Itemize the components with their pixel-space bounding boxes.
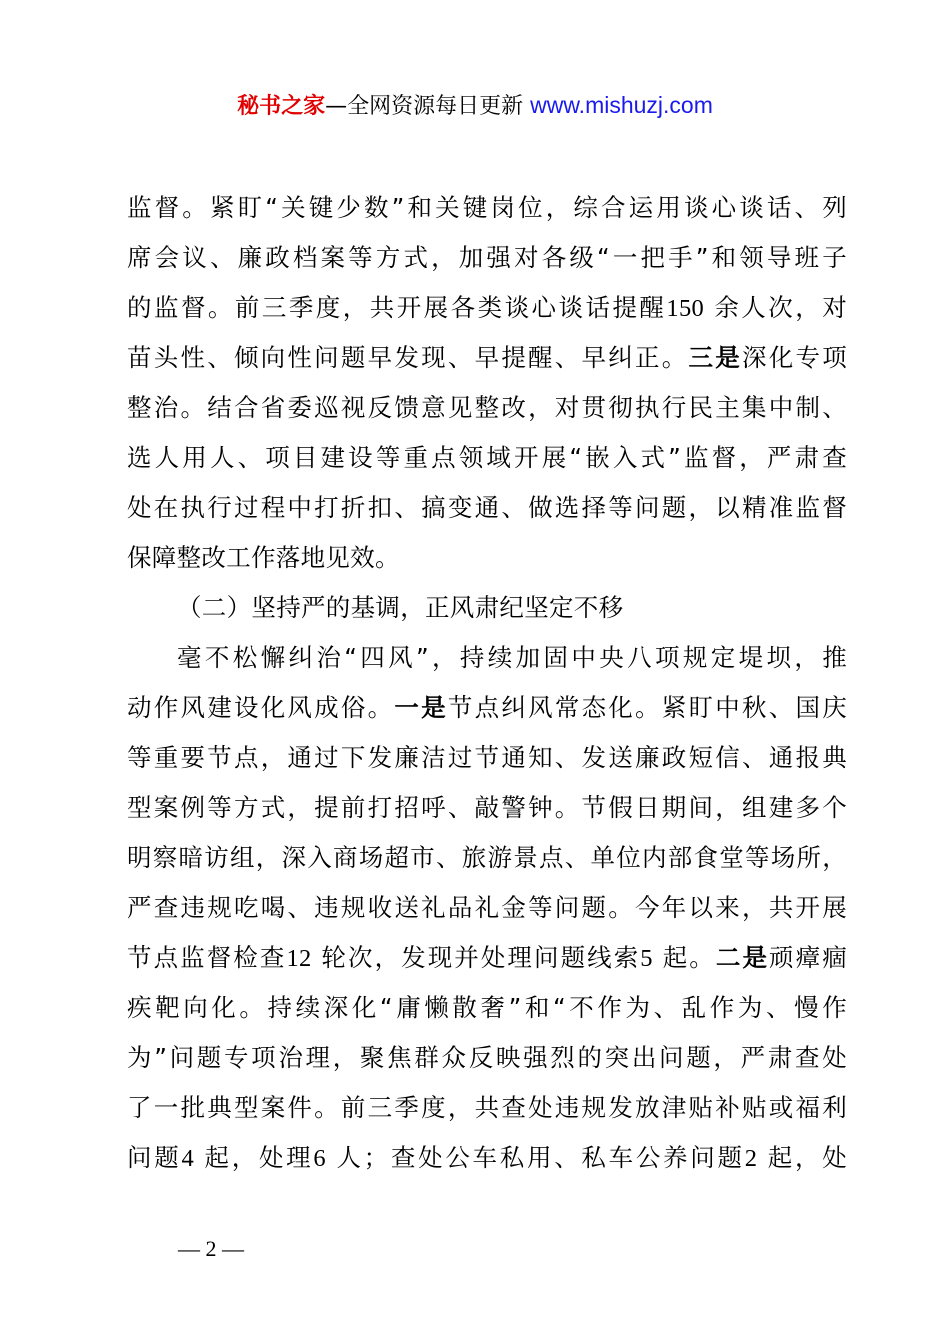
paragraph-1-line-6: 选人用人、项目建设等重点领域开展“嵌入式”监督，严肃查 — [127, 443, 847, 472]
paragraph-2-line-4: 型案例等方式，提前打招呼、敲警钟。节假日期间，组建多个 — [127, 793, 847, 822]
number-run: 2 — [744, 1145, 758, 1172]
number-run: 12 — [286, 945, 312, 972]
number-run: 150 — [666, 295, 705, 322]
section-heading-2: （二）坚持严的基调，正风肃纪坚定不移 — [177, 593, 624, 622]
paragraph-1-line-3 — [127, 283, 847, 333]
paragraph-2-line-1: 毫不松懈纠治“四风”，持续加固中央八项规定堤坝，推 — [177, 643, 847, 672]
bold-run: 一是 — [394, 693, 448, 722]
text-run: 轮次，发现并处理问题线索 — [321, 943, 641, 972]
paragraph-2-line-2 — [127, 683, 847, 733]
text-run: 起。 — [662, 943, 716, 972]
number-run: 4 — [181, 1145, 194, 1172]
site-url-link[interactable]: www.mishuzj.com — [530, 92, 713, 118]
paragraph-1-line-4 — [127, 333, 847, 383]
site-tagline: —全网资源每日更新 — [325, 94, 524, 119]
number-run: 5 — [640, 945, 653, 972]
paragraph-2-line-6: 严查违规吃喝、违规收送礼品礼金等问题。今年以来，共开展 — [127, 893, 847, 922]
text-run: 起，处理 — [204, 1143, 314, 1172]
document-body — [127, 183, 847, 1183]
text-run: 的监督。前三季度，共开展各类谈心谈话提醒 — [127, 293, 667, 322]
paragraph-1-line-5: 整治。结合省委巡视反馈意见整改，对贯彻执行民主集中制、 — [127, 393, 847, 422]
text-run: 节点纠风常态化。紧盯中秋、国庆 — [447, 693, 848, 722]
page-number: — 2 — — [178, 1236, 244, 1261]
text-run: 人；查处公车私用、私车公养问题 — [336, 1143, 745, 1172]
paragraph-1-line-8: 保障整改工作落地见效。 — [127, 543, 400, 572]
text-run: 节点监督检查 — [127, 943, 287, 972]
paragraph-2-line-8: 疾靶向化。持续深化“庸懒散奢”和“不作为、乱作为、慢作 — [127, 993, 847, 1022]
text-run: 余人次，对 — [714, 293, 848, 322]
paragraph-1-line-1: 监督。紧盯“关键少数”和关键岗位，综合运用谈心谈话、列 — [127, 193, 847, 222]
text-run: 动作风建设化风成俗。 — [127, 693, 395, 722]
text-run: 苗头性、倾向性问题早发现、早提醒、早纠正。 — [127, 343, 689, 372]
paragraph-1-line-2: 席会议、廉政档案等方式，加强对各级“一把手”和领导班子 — [127, 243, 847, 272]
paragraph-2-line-9: 为”问题专项治理，聚焦群众反映强烈的突出问题，严肃查处 — [127, 1043, 847, 1072]
paragraph-2-line-5: 明察暗访组，深入商场超市、旅游景点、单位内部食堂等场所， — [127, 843, 847, 872]
text-run: 深化专项 — [741, 343, 847, 372]
bold-run: 二是 — [715, 943, 770, 972]
paragraph-2-line-10: 了一批典型案件。前三季度，共查处违规发放津贴补贴或福利 — [127, 1093, 847, 1122]
site-brand: 秘书之家 — [237, 94, 326, 119]
paragraph-2-line-7 — [127, 933, 847, 983]
text-run: 问题 — [127, 1143, 182, 1172]
paragraph-1-line-7: 处在执行过程中打折扣、搞变通、做选择等问题，以精准监督 — [127, 493, 847, 522]
number-run: 6 — [313, 1145, 326, 1172]
text-run: 顽瘴痼 — [769, 943, 847, 972]
text-run: 起，处 — [767, 1143, 848, 1172]
site-header — [0, 86, 950, 126]
paragraph-2-line-3: 等重要节点，通过下发廉洁过节通知、发送廉政短信、通报典 — [127, 743, 847, 772]
paragraph-2-line-11 — [127, 1133, 847, 1183]
bold-run: 三是 — [688, 343, 742, 372]
